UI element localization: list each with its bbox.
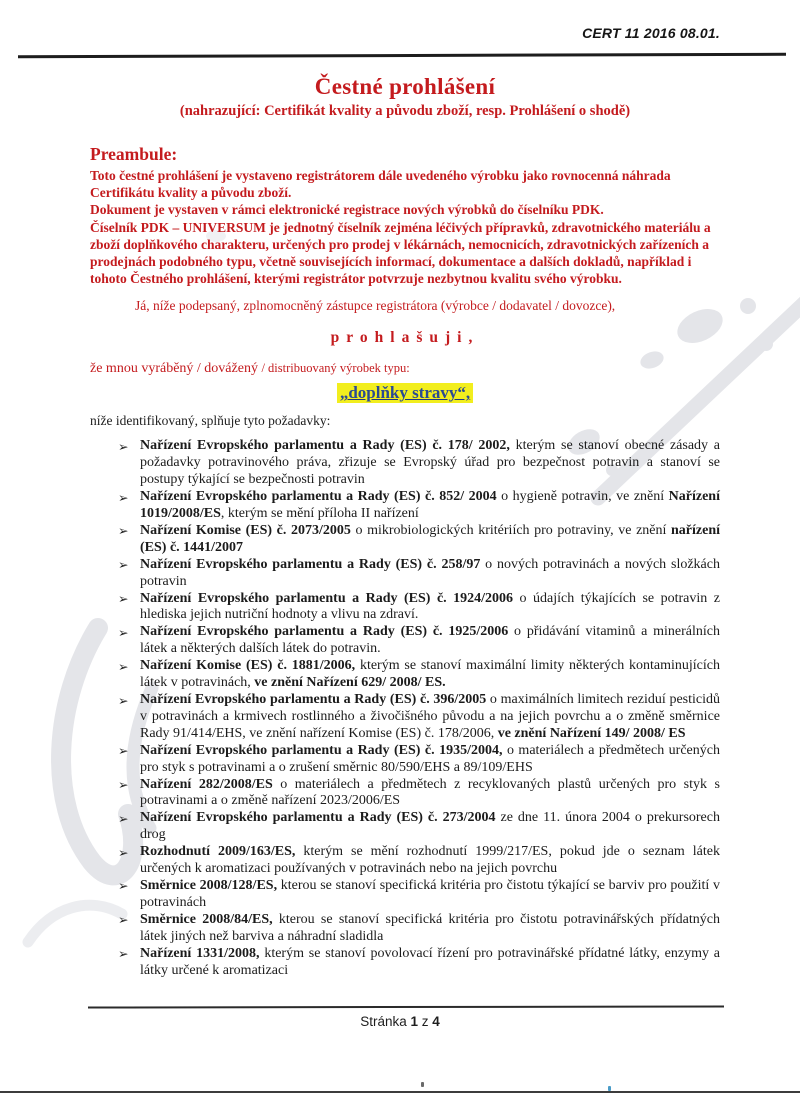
requirement-item (118, 557, 720, 591)
arrow-bullet-icon: ➢ (118, 557, 129, 573)
requirement-item (118, 878, 720, 912)
requirement-text-segment: Nařízení Evropského parlamentu a Rady (ES) č. 1924/2006 (140, 590, 514, 606)
requirement-text-segment: o hygieně potravin, ve znění (496, 489, 669, 505)
requirement-text-segment: Nařízení Evropského parlamentu a Rady (ES) č. 396/2005 (140, 692, 487, 708)
arrow-bullet-icon: ➢ (118, 692, 129, 708)
arrow-bullet-icon: ➢ (118, 489, 129, 505)
requirements-intro: níže identifikovaný, splňuje tyto požadavky: (90, 413, 331, 429)
requirement-text-segment: Směrnice 2008/128/ES, (140, 877, 278, 893)
preamble-paragraph-1: Toto čestné prohlášení je vystaveno registrátorem dále uvedeného výrobku jako rovnocenná náhrada Certifikátu kvality a původu zboží. (90, 168, 671, 201)
arrow-bullet-icon: ➢ (118, 810, 129, 826)
requirement-text-segment: Směrnice 2008/84/ES, (140, 911, 273, 927)
product-type-wrap (90, 383, 720, 403)
arrow-bullet-icon: ➢ (118, 878, 129, 894)
requirement-text-segment: kterým se stanoví obecné zásady a požadavky potravinového práva, zřizuje se Evropský úřad pro bezpečnost potravin a stanoví se postupy týkající se bezpečnosti potravin (140, 438, 720, 488)
requirement-text-segment: kterým se stanoví povolovací řízení pro potravinářské přídatné látky, enzymy a látky určené k aromatizaci (140, 945, 720, 978)
requirement-text-segment: o materiálech a předmětech z recyklovaných plastů určených pro styk s potravinami a o změně nařízení 2023/2006/ES (140, 776, 720, 809)
requirement-item (118, 946, 720, 980)
scan-speck-blue (608, 1086, 611, 1091)
requirement-item (118, 912, 720, 946)
requirement-text-segment: , kterým se mění příloha II nařízení (220, 506, 419, 522)
requirement-text-segment: Nařízení Evropského parlamentu a Rady (ES) č. 852/ 2004 (140, 489, 497, 505)
page-total: 4 (432, 1014, 440, 1029)
requirement-item (118, 489, 720, 523)
product-type-highlight: „doplňky stravy“, (337, 383, 473, 403)
preamble-paragraph-3: Číselník PDK – UNIVERSUM je jednotný číselník zejména léčivých přípravků, zdravotnického materiálu a zboží doplňkového charakteru, určených pro prodej v lékárnách, nemocnicích, zdravotnických zařízeních a prodejnách podobného typu, včetně souvisejících informací, dokumentace a dalších dokladů, například i tohoto Čestného prohlášení, kterými registrátor potvrzuje nezbytnou kvalitu svého výrobku. (90, 219, 711, 287)
requirement-text-segment: Nařízení 282/2008/ES (140, 776, 273, 792)
requirements-list (90, 438, 720, 979)
requirement-item (118, 523, 720, 557)
requirement-item (118, 658, 720, 692)
requirement-text-segment: o přidávání vitaminů a minerálních látek a některých dalších látek do potravin. (140, 624, 721, 657)
arrow-bullet-icon: ➢ (118, 912, 129, 928)
requirement-text-segment: ve znění Nařízení 629/ 2008/ ES. (254, 675, 446, 691)
requirement-item (118, 810, 720, 844)
requirement-item (118, 591, 720, 625)
of-word: z (421, 1014, 429, 1029)
requirement-item (118, 438, 720, 489)
requirement-text-segment: Nařízení Evropského parlamentu a Rady (ES) č. 1935/2004, (140, 742, 503, 758)
arrow-bullet-icon: ➢ (118, 658, 129, 674)
preamble-paragraph-2: Dokument je vystaven v rámci elektronické registrace nových výrobků do číselníku PDK. (90, 202, 604, 218)
requirement-text-segment: o maximálních limitech reziduí pesticidů v potravinách a krmivech rostlinného a živočišného původu a na jejich povrchu a o změně směrnice Rady 91/414/EHS, ve znění nařízení Komise (ES) č. 178/2006, (140, 692, 720, 741)
requirement-text-segment: Nařízení Komise (ES) č. 2073/2005 (140, 522, 351, 538)
requirement-text-segment: Nařízení Evropského parlamentu a Rady (ES) č. 273/2004 (140, 810, 496, 826)
preamble-section (90, 144, 720, 287)
requirement-text-segment: nařízení (ES) č. 1441/2007 (140, 522, 720, 555)
requirement-text-segment: Nařízení Evropského parlamentu a Rady (ES) č. 178/ 2002, (140, 438, 510, 454)
requirement-item (118, 777, 720, 811)
arrow-bullet-icon: ➢ (118, 591, 129, 607)
requirement-text-segment: Nařízení 1019/2008/ES (140, 489, 720, 522)
page-word: Stránka (360, 1014, 407, 1029)
requirement-text-segment: Nařízení Komise (ES) č. 1881/2006, (140, 658, 356, 674)
preamble-heading: Preambule: (90, 144, 178, 164)
arrow-bullet-icon: ➢ (118, 946, 129, 962)
requirement-text-segment: ve znění Nařízení 149/ 2008/ ES (497, 725, 686, 741)
requirement-text-segment: ze dne 11. února 2004 o prekursorech drog (140, 810, 720, 843)
product-line-lead: že mnou vyráběný / dovážený (90, 361, 258, 377)
arrow-bullet-icon: ➢ (118, 844, 129, 860)
requirement-item (118, 692, 720, 743)
declarer-intro: Já, níže podepsaný, zplnomocněný zástupce registrátora (výrobce / dodavatel / dovozce), (135, 298, 616, 314)
requirement-text-segment: o nových potravinách a nových složkách potravin (140, 556, 720, 589)
arrow-bullet-icon: ➢ (118, 743, 129, 759)
product-type-line (90, 361, 720, 377)
requirement-item (118, 624, 720, 658)
requirement-text-segment: Rozhodnutí 2009/163/ES, (140, 844, 296, 860)
requirement-item (118, 844, 720, 878)
requirement-text-segment: kterou se stanoví specifická kritéria pro čistotu týkající se barviv pro použití v potravinách (140, 877, 720, 910)
scan-speck (421, 1082, 424, 1087)
requirement-text-segment: kterým se mění rozhodnutí 1999/217/ES, pokud jde o seznam látek určených k aromatizaci používaných v potravinách nebo na jejich povrchu (140, 844, 720, 877)
requirement-text-segment: o materiálech a předmětech určených pro styk s potravinami a o zrušení směrnic 80/590/EHS a 89/109/EHS (140, 742, 720, 775)
requirement-text-segment: Nařízení Evropského parlamentu a Rady (ES) č. 1925/2006 (140, 624, 509, 640)
requirement-text-segment: o mikrobiologických kritériích pro potraviny, ve znění (350, 522, 671, 538)
requirement-text-segment: kterou se stanoví specifická kritéria pro čistotu potravinářských přídatných látek jiných než barviva a náhradní sladidla (140, 911, 720, 944)
arrow-bullet-icon: ➢ (118, 624, 129, 640)
requirement-text-segment: o údajích týkajících se potravin z hlediska jejich nutriční hodnoty a vlivu na zdraví. (140, 590, 720, 623)
arrow-bullet-icon: ➢ (118, 777, 129, 793)
page-current: 1 (410, 1014, 418, 1029)
product-line-rest: / distribuovaný výrobek typu: (261, 361, 410, 376)
requirement-text-segment: kterým se stanoví maximální limity některých kontaminujících látek v potravinách, (140, 658, 720, 691)
requirement-text-segment: Nařízení 1331/2008, (140, 945, 260, 961)
document-code: CERT 11 2016 08.01. (582, 25, 720, 41)
declaration-verb: prohlašuji, (330, 329, 480, 347)
page-number (0, 1014, 800, 1029)
arrow-bullet-icon: ➢ (118, 438, 129, 454)
page-subtitle: (nahrazující: Certifikát kvality a původu zboží, resp. Prohlášení o shodě) (179, 103, 631, 119)
requirement-text-segment: Nařízení Evropského parlamentu a Rady (ES) č. 258/97 (140, 556, 481, 572)
scan-edge-line (0, 1091, 800, 1093)
page-title: Čestné prohlášení (314, 74, 496, 99)
arrow-bullet-icon: ➢ (118, 523, 129, 539)
requirement-item (118, 743, 720, 777)
document-content (0, 74, 800, 979)
